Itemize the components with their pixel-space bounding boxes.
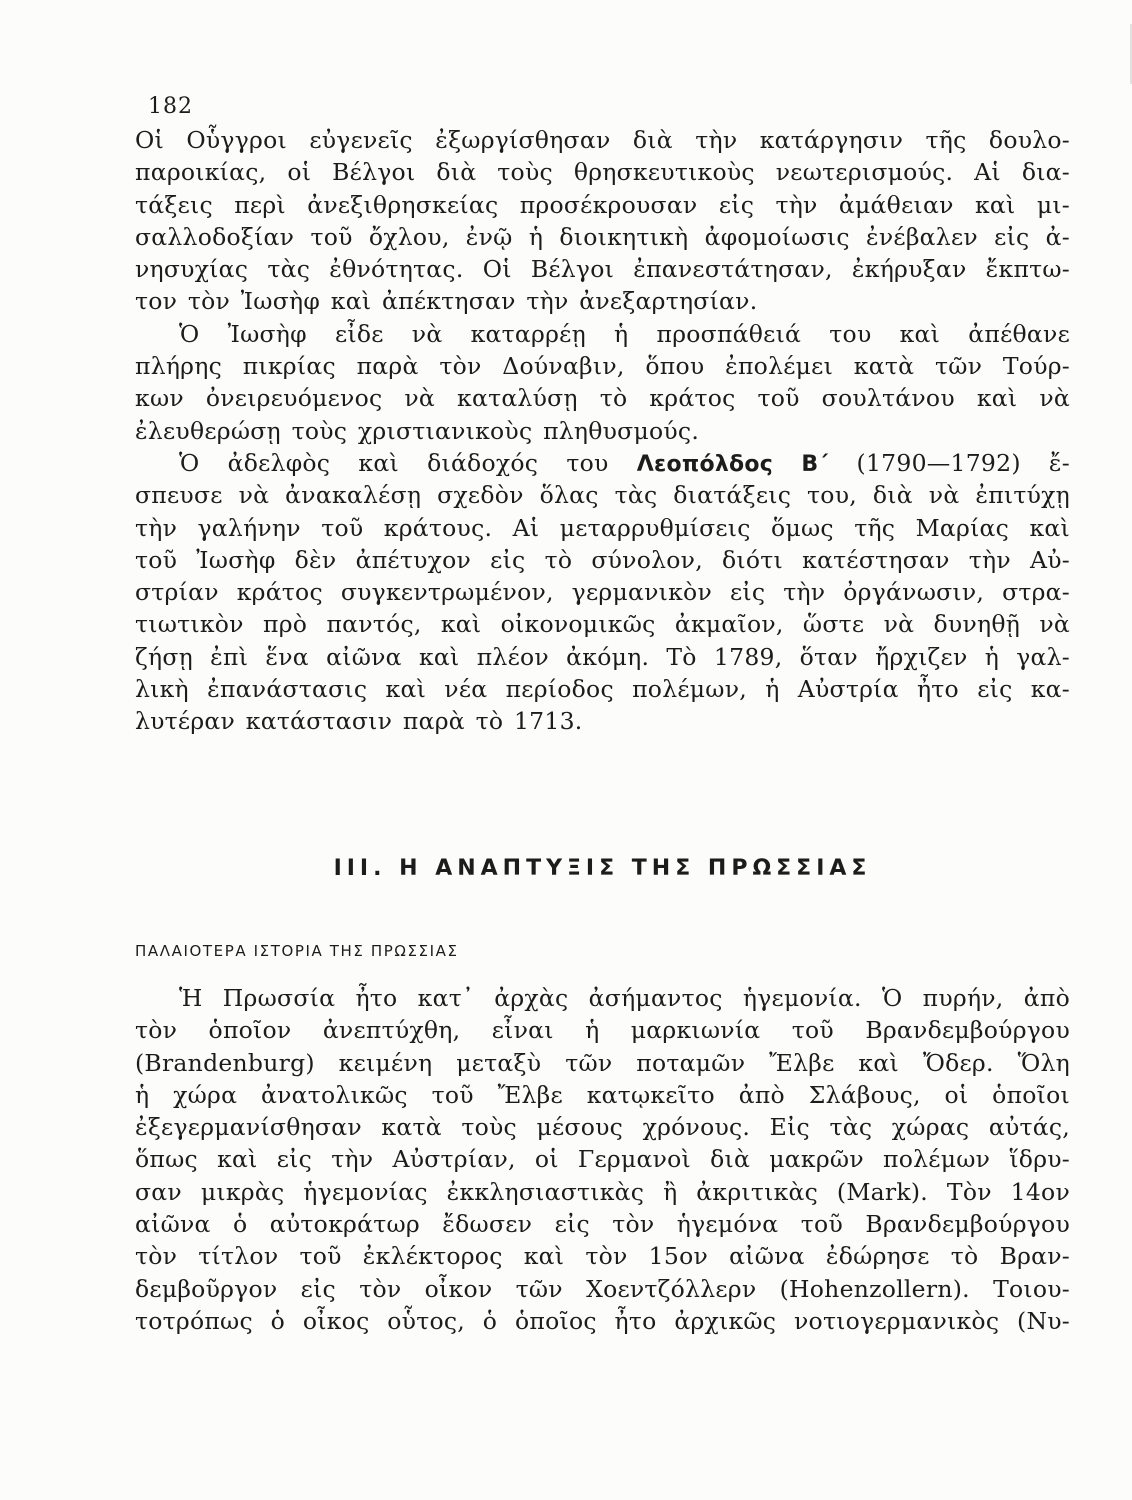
text-line: νησυχίας τὰς ἐθνότητας. Οἱ Βέλγοι ἐπανεστάτησαν, ἐκήρυξαν ἔκπτω- xyxy=(135,255,1070,284)
emphasized-name: Λεοπόλδος Β΄ xyxy=(636,451,829,477)
text-line: πλήρης πικρίας παρὰ τὸν Δούναβιν, ὅπου ἐπολέμει κατὰ τῶν Τούρ- xyxy=(135,352,1070,381)
text-line: ζήσῃ ἐπὶ ἕνα αἰῶνα καὶ πλέον ἀκόμη. Τὸ 1789, ὅταν ἤρχιζεν ἡ γαλ- xyxy=(135,642,1070,671)
subheading: ΠΑΛΑΙΟΤΕΡΑ ΙΣΤΟΡΙΑ ΤΗΣ ΠΡΩΣΣΙΑΣ xyxy=(135,942,459,960)
text-line: ὅπως καὶ εἰς τὴν Αὐστρίαν, οἱ Γερμανοὶ διὰ μακρῶν πολέμων ἵδρυ- xyxy=(135,1145,1070,1174)
text-block-austria xyxy=(135,124,1070,738)
text-line: ἐξεγερμανίσθησαν κατὰ τοὺς μέσους χρόνους. Εἰς τὰς χώρας αὐτάς, xyxy=(135,1113,1070,1142)
text-line: στρίαν κράτος συγκεντρωμένον, γερμανικὸν εἰς τὴν ὀργάνωσιν, στρα- xyxy=(135,578,1070,607)
text-line: λυτέραν κατάστασιν παρὰ τὸ 1713. xyxy=(135,707,583,736)
text-line: τὸν τίτλον τοῦ ἐκλέκτορος καὶ τὸν 15ον αἰῶνα ἐδώρησε τὸ Βραν- xyxy=(135,1242,1070,1271)
section-heading: III. Η ΑΝΑΠΤΥΞΙΣ ΤΗΣ ΠΡΩΣΣΙΑΣ xyxy=(333,856,872,881)
text-line: Ἡ Πρωσσία ἦτο κατ᾿ ἀρχὰς ἀσήμαντος ἡγεμονία. Ὁ πυρήν, ἀπὸ xyxy=(179,984,1070,1012)
text-line: λικὴ ἐπανάστασις καὶ νέα περίοδος πολέμων, ἡ Αὐστρία ἦτο εἰς κα- xyxy=(135,675,1070,704)
text-line: κων ὀνειρευόμενος νὰ καταλύσῃ τὸ κράτος τοῦ σουλτάνου καὶ νὰ xyxy=(135,384,1070,413)
text-line: τὴν γαλήνην τοῦ κράτους. Αἱ μεταρρυθμίσεις ὅμως τῆς Μαρίας καὶ xyxy=(135,513,1070,542)
page-number: 182 xyxy=(148,94,193,119)
text-line: τοτρόπως ὁ οἶκος οὗτος, ὁ ὁποῖος ἦτο ἀρχικῶς νοτιογερμανικὸς (Νυ- xyxy=(135,1306,1070,1335)
text-line: Ὁ Ἰωσὴφ εἶδε νὰ καταρρέῃ ἡ προσπάθειά του καὶ ἀπέθανε xyxy=(179,319,1070,348)
text-line-leopold xyxy=(135,447,1070,479)
text-line: σαλλοδοξίαν τοῦ ὄχλου, ἐνῷ ἡ διοικητικὴ ἀφομοίωσις ἐνέβαλεν εἰς ἀ- xyxy=(135,222,1070,251)
page-corner-mark xyxy=(1102,24,1132,84)
text-segment: (1790—1792) ἔ- xyxy=(856,448,1070,477)
text-line: ἡ χώρα ἀνατολικῶς τοῦ Ἔλβε κατῳκεῖτο ἀπὸ Σλάβους, οἱ ὁποῖοι xyxy=(135,1080,1070,1109)
text-line: σαν μικρὰς ἡγεμονίας ἐκκλησιαστικὰς ἢ ἀκριτικὰς (Mark). Τὸν 14ον xyxy=(135,1177,1070,1206)
text-segment: Ὁ ἀδελφὸς καὶ διάδοχός του xyxy=(179,448,609,477)
text-line: τοῦ Ἰωσὴφ δὲν ἀπέτυχον εἰς τὸ σύνολον, διότι κατέστησαν τὴν Αὐ- xyxy=(135,545,1070,574)
text-line: δεμβοῦργον εἰς τὸν οἶκον τῶν Χοεντζόλλερν (Hohenzollern). Τοιου- xyxy=(135,1274,1070,1303)
text-line: σπευσε νὰ ἀνακαλέσῃ σχεδὸν ὅλας τὰς διατάξεις του, διὰ νὰ ἐπιτύχῃ xyxy=(135,481,1070,510)
text-line: ἐλευθερώσῃ τοὺς χριστιανικοὺς πληθυσμούς. xyxy=(135,416,700,445)
text-line: (Brandenburg) κειμένη μεταξὺ τῶν ποταμῶν Ἔλβε καὶ Ὄδερ. Ὅλη xyxy=(135,1048,1070,1077)
text-line: αἰῶνα ὁ αὐτοκράτωρ ἔδωσεν εἰς τὸν ἡγεμόνα τοῦ Βρανδεμβούργου xyxy=(135,1210,1070,1239)
text-line: τον τὸν Ἰωσὴφ καὶ ἀπέκτησαν τὴν ἀνεξαρτησίαν. xyxy=(135,287,758,316)
text-line: τιωτικὸν πρὸ παντός, καὶ οἰκονομικῶς ἀκμαῖον, ὥστε νὰ δυνηθῇ νὰ xyxy=(135,610,1070,639)
text-line: παροικίας, οἱ Βέλγοι διὰ τοὺς θρησκευτικοὺς νεωτερισμούς. Αἱ δια- xyxy=(135,158,1070,187)
text-line: τὸν ὁποῖον ἀνεπτύχθη, εἶναι ἡ μαρκιωνία τοῦ Βρανδεμβούργου xyxy=(135,1016,1070,1045)
text-line: Οἱ Οὗγγροι εὐγενεῖς ἐξωργίσθησαν διὰ τὴν κατάργησιν τῆς δουλο- xyxy=(135,126,1070,154)
text-block-prussia xyxy=(135,982,1070,1337)
text-line: τάξεις περὶ ἀνεξιθρησκείας προσέκρουσαν εἰς τὴν ἀμάθειαν καὶ μι- xyxy=(135,190,1070,219)
